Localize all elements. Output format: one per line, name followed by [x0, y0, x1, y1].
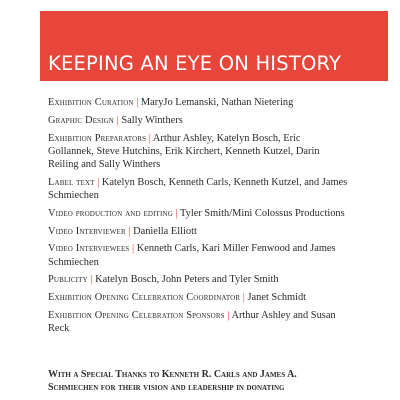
credit-role: Label text: [48, 176, 95, 188]
credit-role: Video Interviewees: [48, 243, 130, 255]
credit-names: Janet Schmidt: [247, 292, 307, 304]
separator: |: [97, 176, 100, 188]
credit-names: Katelyn Bosch, Kenneth Carls, Kenneth Kutzel, and James Schmiechen: [48, 176, 348, 201]
separator: |: [227, 309, 230, 321]
special-thanks: With a Special Thanks to Kenneth R. Carls and James A. Schmiechen for their vision and leadership in donating: [48, 369, 297, 394]
credit-role: Video Interviewer: [48, 225, 126, 237]
credit-names: Tyler Smith/Mini Colossus Productions: [180, 207, 345, 219]
credit-entry: [48, 225, 348, 238]
credit-entry: [48, 291, 348, 304]
credit-names: Daniella Elliott: [133, 225, 197, 237]
credit-entry: [48, 132, 348, 172]
separator: |: [132, 243, 135, 255]
credit-entry: [48, 207, 348, 220]
credit-names: Sally Winthers: [121, 114, 183, 126]
credit-names: MaryJo Lemanski, Nathan Nietering: [140, 97, 294, 108]
page-title: KEEPING AN EYE ON HISTORY: [48, 52, 342, 75]
credit-role: Exhibition Curation: [48, 97, 134, 108]
credit-role: Video production and editing: [48, 207, 173, 219]
credit-names: Arthur Ashley and Susan Reck: [48, 309, 336, 335]
credit-names: Arthur Ashley, Katelyn Bosch, Eric Gollannek, Steve Hutchins, Erik Kirchert, Kenneth Kutzel, Darin Reiling and Sally Winthers: [48, 132, 320, 170]
credit-entry: [48, 114, 348, 127]
separator: |: [175, 207, 178, 219]
separator: |: [136, 97, 139, 108]
credits-list: [48, 96, 348, 340]
separator: |: [128, 225, 131, 237]
credit-role: Exhibition Opening Celebration Sponsors: [48, 309, 225, 321]
credit-role: Exhibition Preparators: [48, 132, 147, 144]
credit-entry: [48, 242, 348, 268]
separator: |: [90, 274, 93, 286]
separator: |: [116, 114, 119, 126]
separator: |: [148, 132, 151, 144]
credit-entry: [48, 96, 348, 109]
credit-entry: [48, 309, 348, 335]
credit-entry: [48, 273, 348, 286]
credit-names: Katelyn Bosch, John Peters and Tyler Smith: [95, 274, 279, 286]
credit-names: Kenneth Carls, Kari Miller Fenwood and James Schmiechen: [48, 243, 336, 268]
credit-entry: [48, 176, 348, 202]
credit-role: Exhibition Opening Celebration Coordinator: [48, 292, 241, 304]
credit-role: Publicity: [48, 274, 88, 286]
separator: |: [242, 292, 245, 304]
credit-role: Graphic Design: [48, 114, 114, 126]
